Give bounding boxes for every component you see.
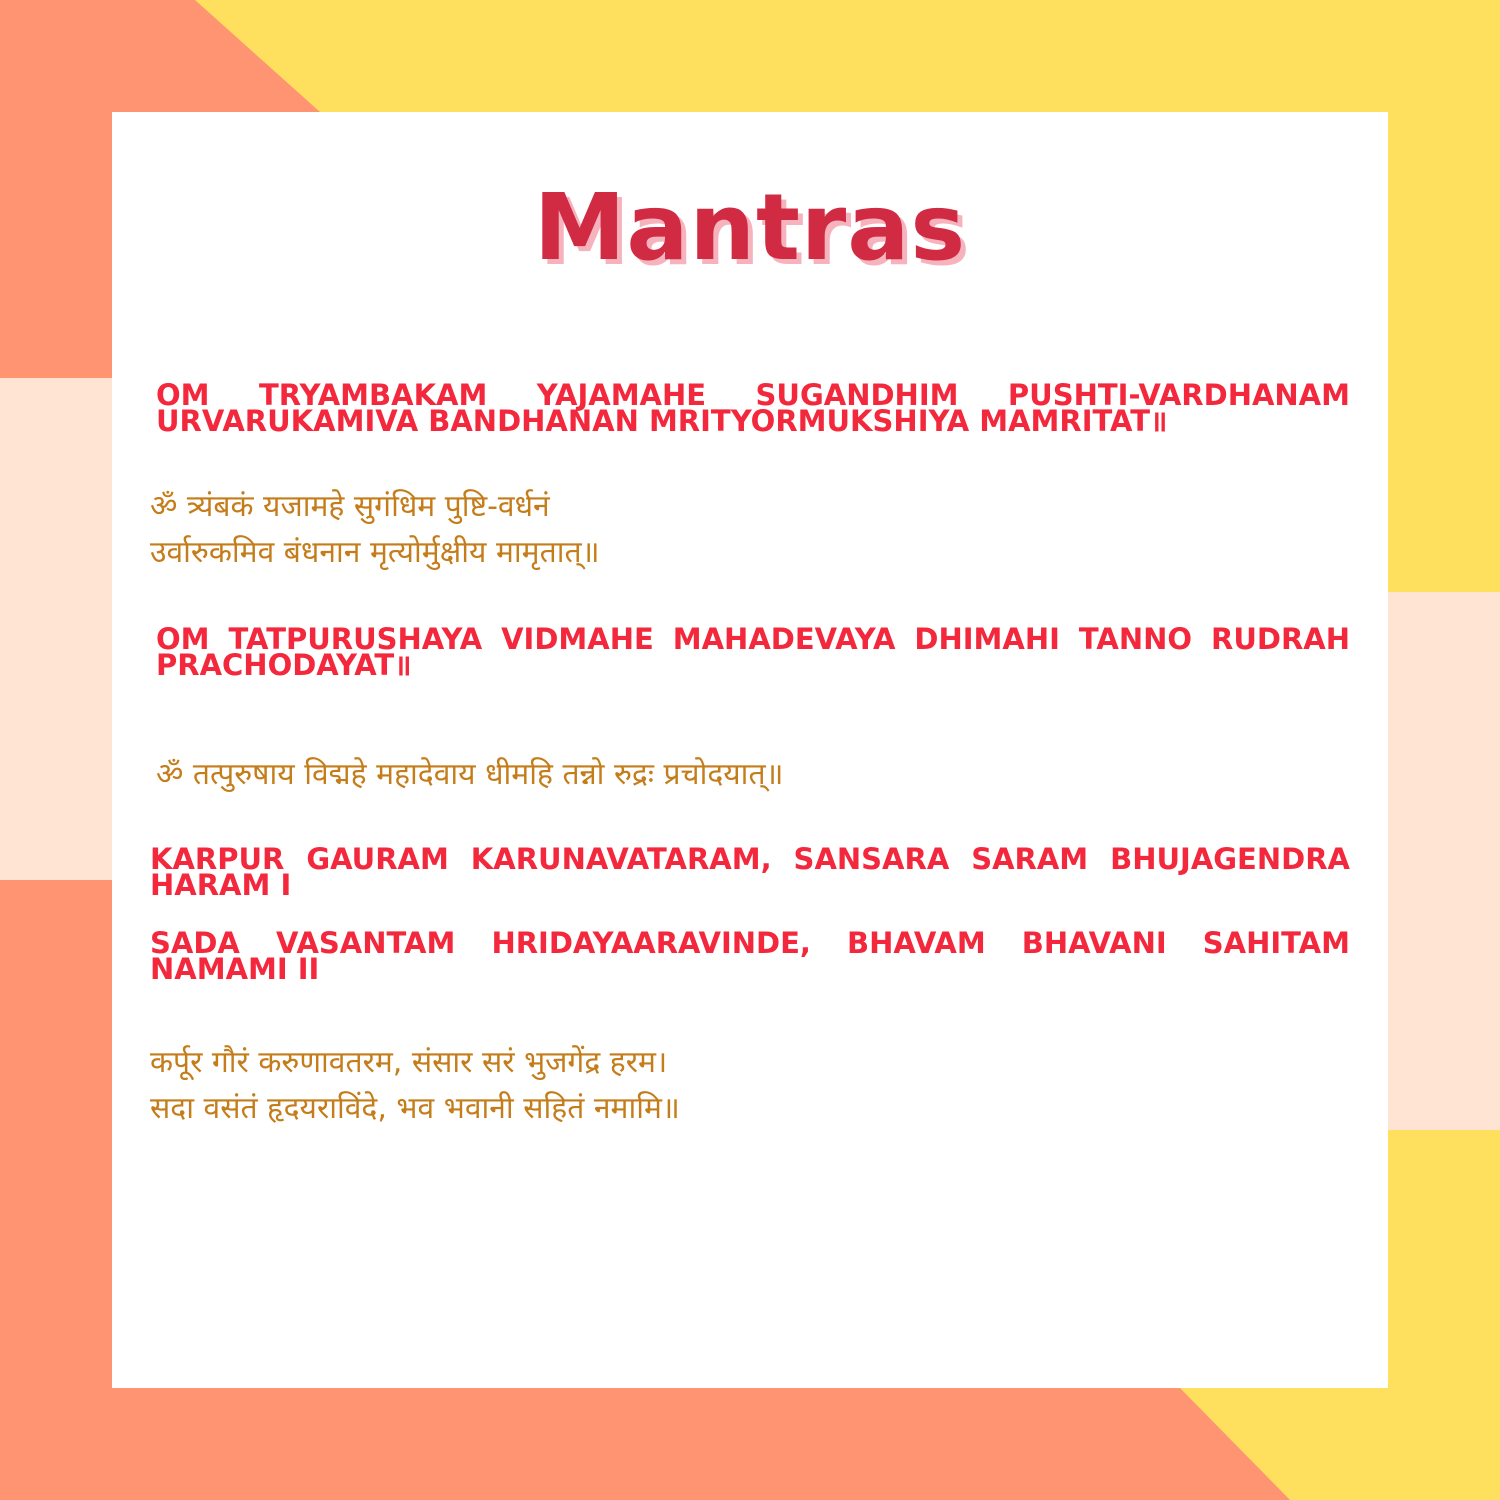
mantra-3-hindi: कर्पूर गौरं करुणावतरम, संसार सरं भुजगेंद्र हरम। सदा वसंतं हृदयराविंदे, भव भवानी सहितं नमामि॥	[150, 1045, 680, 1126]
bg-peach-left	[0, 378, 112, 880]
mantra-2-hindi: ॐ तत्पुरुषाय विद्महे महादेवाय धीमहि तन्नो रुद्रः प्रचोदयात्॥	[156, 757, 784, 792]
mantra-2-english: OM TATPURUSHAYA VIDMAHE MAHADEVAYA DHIMAHI TANNO RUDRAH PRACHODAYAT॥	[156, 622, 1350, 682]
mantra-1-english: OM TRYAMBAKAM YAJAMAHE SUGANDHIM PUSHTI-VARDHANAM URVARUKAMIVA BANDHANAN MRITYORMUKSHIYA MAMRITAT॥	[156, 378, 1350, 438]
mantra-3-english-line-1: KARPUR GAURAM KARUNAVATARAM, SANSARA SARAM BHUJAGENDRA HARAM I	[150, 842, 1350, 902]
content-card	[112, 112, 1388, 1388]
page-title: Mantras	[533, 174, 967, 281]
mantra-1-hindi: ॐ त्र्यंबकं यजामहे सुगंधिम पुष्टि-वर्धनं उर्वारुकमिव बंधनान मृत्योर्मुक्षीय मामृतात्॥	[150, 489, 600, 570]
bg-peach-right	[1388, 592, 1500, 1130]
mantra-3-english-line-2: SADA VASANTAM HRIDAYAARAVINDE, BHAVAM BHAVANI SAHITAM NAMAMI II	[150, 926, 1350, 986]
